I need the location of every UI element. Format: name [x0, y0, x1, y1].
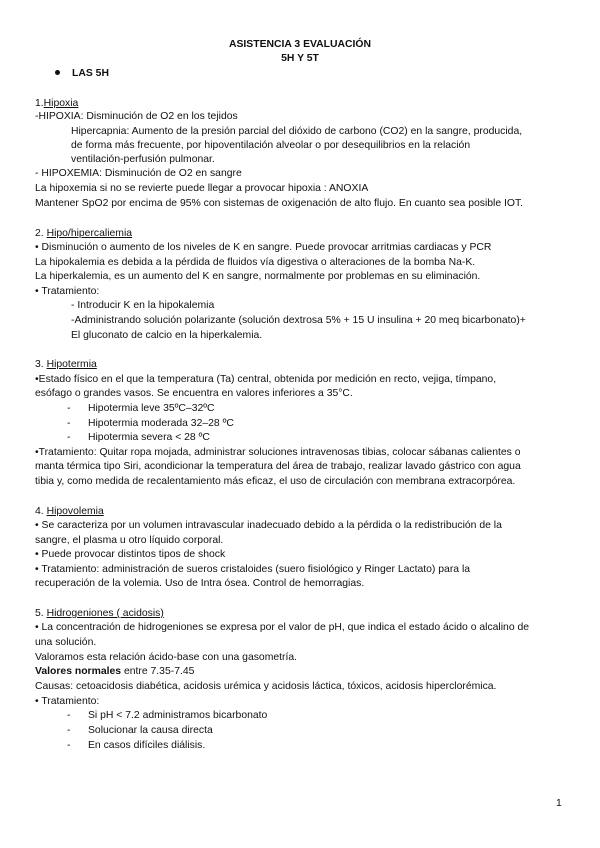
section-3-heading: [35, 358, 97, 371]
s2-line: - Introducir K en la hipokalemia: [71, 300, 215, 311]
section-2-heading: [35, 227, 132, 240]
s5-line: Valoramos esta relación ácido-base con una gasometría.: [35, 652, 298, 663]
s5-line: • La concentración de hidrogeniones se expresa por el valor de pH, que indica el estado ácido o alcalino de: [35, 622, 530, 633]
list-dash: -: [67, 403, 71, 414]
s1-line: - HIPOXEMIA: Disminución de O2 en sangre: [35, 168, 242, 179]
s1-line: Hipercapnia: Aumento de la presión parcial del dióxido de carbono (CO2) en la sangre, producida,: [71, 126, 523, 137]
section-3-number: 3.: [35, 359, 44, 370]
section-1-heading: [35, 97, 78, 110]
top-bullet: [55, 67, 109, 80]
normal-values-label: Valores normales: [35, 666, 122, 677]
s4-line: • Puede provocar distintos tipos de shock: [35, 549, 226, 560]
section-2-number: 2.: [35, 228, 44, 239]
section-5-heading: [35, 607, 164, 620]
list-dash: -: [67, 710, 71, 721]
s3-list-item: Hipotermia severa < 28 ºC: [88, 432, 210, 443]
section-4-number: 4.: [35, 506, 44, 517]
s5-line: • Tratamiento:: [35, 696, 100, 707]
doc-title-line1: ASISTENCIA 3 EVALUACIÓN: [228, 39, 372, 50]
list-dash: -: [67, 740, 71, 751]
s2-line: • Disminución o aumento de los niveles de K en sangre. Puede provocar arritmias cardiacas y PCR: [35, 242, 492, 253]
s2-line: • Tratamiento:: [35, 286, 100, 297]
s1-line: Mantener SpO2 por encima de 95% con sistemas de oxigenación de alto flujo. En cuanto sea posible IOT.: [35, 198, 524, 209]
s4-line: • Se caracteriza por un volumen intravascular inadecuado debido a la pérdida o la redistribución de la: [35, 520, 502, 531]
s5-list-item: En casos difíciles diálisis.: [88, 740, 206, 751]
s3-line: esófago o grandes vasos. Se encuentra en valores inferiores a 35°C.: [35, 388, 353, 399]
top-bullet-label: LAS 5H: [72, 68, 109, 79]
s3-list-item: Hipotermia leve 35ºC–32ºC: [88, 403, 215, 414]
s4-line: • Tratamiento: administración de sueros cristaloides (suero fisiológico y Ringer Lactato) para la: [35, 564, 471, 575]
section-1-number: 1.: [35, 98, 44, 109]
section-4-title: Hipovolemia: [46, 506, 104, 517]
s1-line: -HIPOXIA: Disminución de O2 en los tejidos: [35, 111, 238, 122]
section-1-title: Hipoxia: [43, 98, 79, 109]
s5-normal-values: [35, 665, 194, 678]
s5-list-item: Si pH < 7.2 administramos bicarbonato: [88, 710, 268, 721]
s3-line: tibia y, como medida de recalentamiento más eficaz, el uso de circulación con membrana extracorpórea.: [35, 476, 516, 487]
normal-values-range: entre 7.35-7.45: [121, 666, 195, 677]
list-dash: -: [67, 418, 71, 429]
s2-line: -Administrando solución polarizante (solución dextrosa 5% + 15 U insulina + 20 meq bicarbonato)+: [71, 315, 526, 326]
section-5-number: 5.: [35, 608, 44, 619]
s1-line: ventilación-perfusión pulmonar.: [71, 154, 215, 165]
list-dash: -: [67, 432, 71, 443]
section-3-title: Hipotermia: [46, 359, 97, 370]
section-5-title: Hidrogeniones ( acidosis): [46, 608, 164, 619]
bullet-dot-icon: [55, 70, 60, 75]
s3-line: •Tratamiento: Quitar ropa mojada, administrar soluciones intravenosas tibias, colocar sábanas calientes o: [35, 447, 521, 458]
s4-line: recuperación de la volemia. Uso de Intra ósea. Control de hemorragias.: [35, 578, 365, 589]
list-dash: -: [67, 725, 71, 736]
s4-line: sangre, el plasma u otro líquido corporal.: [35, 535, 224, 546]
s2-line: El gluconato de calcio en la hiperkalemia.: [71, 330, 263, 341]
s5-list-item: Solucionar la causa directa: [88, 725, 213, 736]
section-4-heading: [35, 505, 104, 518]
s3-line: •Estado físico en el que la temperatura (Ta) central, obtenida por medición en recto, vejiga, tímpano,: [35, 374, 497, 385]
s5-line: una solución.: [35, 637, 97, 648]
s1-line: de forma más frecuente, por hipoventilación alveolar o por desequilibrios en la relación: [71, 140, 471, 151]
section-2-title: Hipo/hipercaliemia: [46, 228, 133, 239]
s1-line: La hipoxemia si no se revierte puede llegar a provocar hipoxia : ANOXIA: [35, 183, 369, 194]
s3-list-item: Hipotermia moderada 32–28 ºC: [88, 418, 234, 429]
s2-line: La hipokalemia es debida a la pérdida de fluidos vía digestiva o alteraciones de la bomba Na-K.: [35, 257, 476, 268]
s2-line: La hiperkalemia, es un aumento del K en sangre, normalmente por problemas en su eliminación.: [35, 271, 481, 282]
s5-line: Causas: cetoacidosis diabética, acidosis urémica y acidosis láctica, tóxicos, acidosis hiperclorémica.: [35, 681, 497, 692]
s3-line: manta térmica tipo Siri, acondicionar la temperatura del área de trabajo, realizar lavado gástrico con agua: [35, 461, 521, 472]
doc-title-line2: 5H Y 5T: [281, 53, 319, 64]
page-number: 1: [556, 798, 562, 809]
